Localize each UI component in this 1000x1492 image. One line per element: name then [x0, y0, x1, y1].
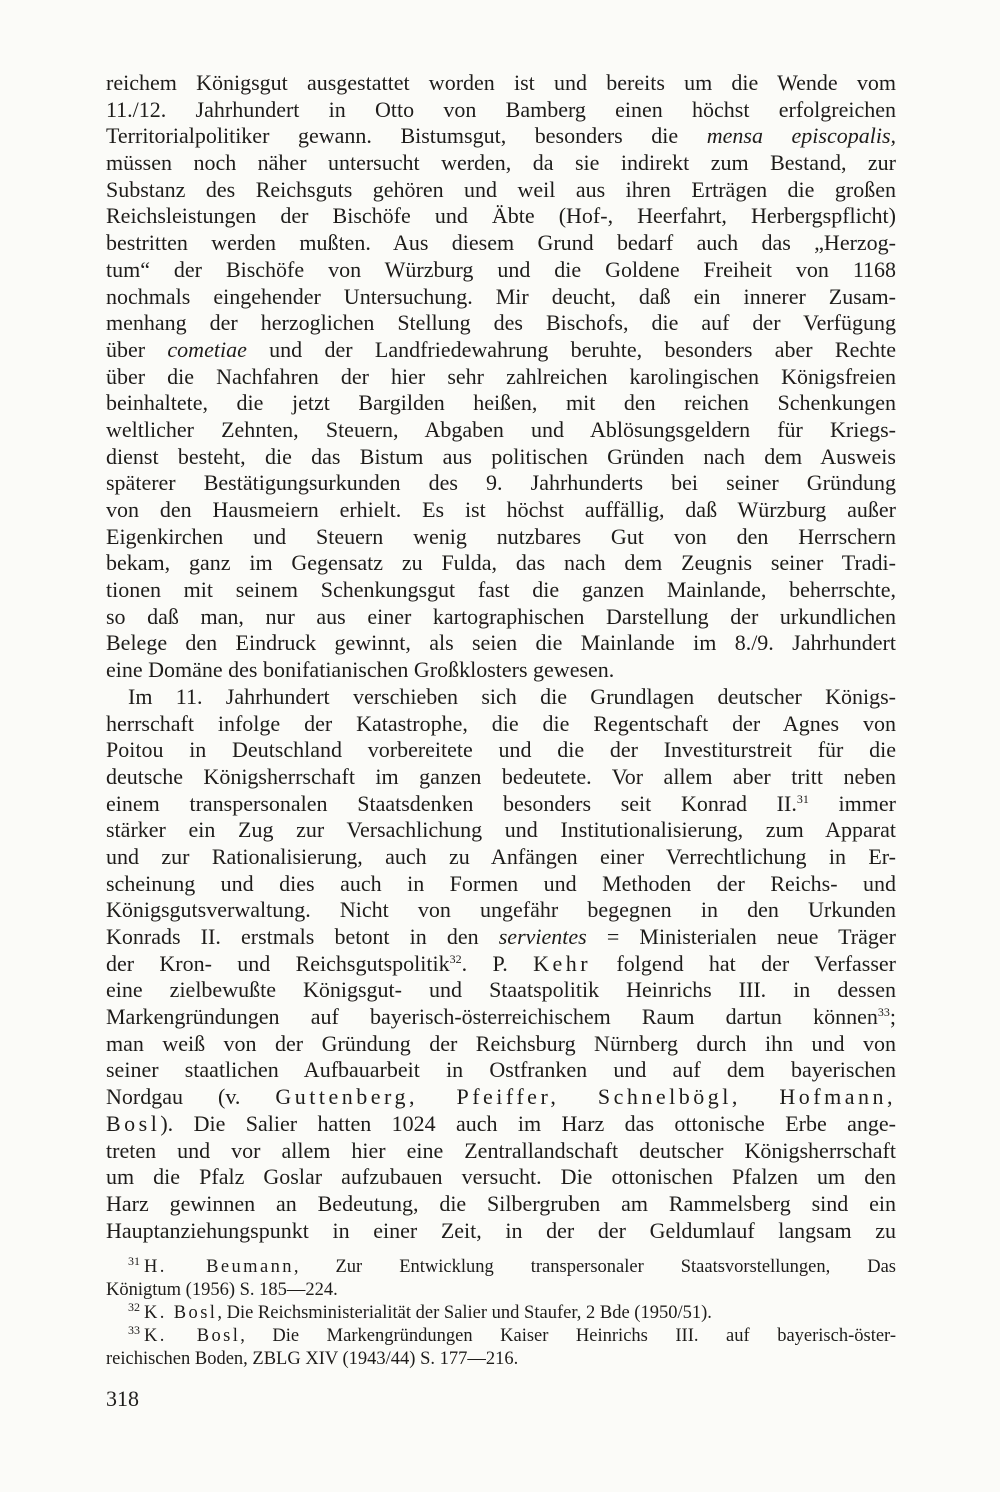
- footnote-line: reichischen Boden, ZBLG XIV (1943/44) S. 177—216.: [106, 1349, 519, 1369]
- text-line: einem transpersonalen Staatsdenken besonders seit Konrad II.$^{31}$ immer: [106, 790, 896, 816]
- text-line: man weiß von der Gründung der Reichsburg Nürnberg durch ihn und von: [106, 1030, 896, 1056]
- text-line: Eigenkirchen und Steuern wenig nutzbares Gut von den Herrschern: [106, 523, 896, 549]
- text-line: nochmals eingehender Untersuchung. Mir deucht, daß ein innerer Zusam-: [106, 283, 896, 309]
- text-line: eine zielbewußte Königsgut- und Staatspolitik Heinrichs III. in dessen: [106, 977, 896, 1003]
- text-line: Im 11. Jahrhundert verschieben sich die Grundlagen deutscher Königs-: [128, 683, 896, 709]
- paragraph-2: [106, 684, 896, 1244]
- text-line: stärker ein Zug zur Versachlichung und Institutionalisierung, zum Apparat: [106, 817, 896, 843]
- paragraph-1: [106, 70, 896, 684]
- spaced-name: Bosl: [106, 1110, 161, 1136]
- italic-term: servientes: [498, 924, 587, 949]
- italic-term: mensa episcopalis,: [706, 123, 896, 149]
- text-line: Harz gewinnen an Bedeutung, die Silbergruben am Rammelsberg sind ein: [106, 1190, 896, 1216]
- text-line: seiner staatlichen Aufbauarbeit in Ostfranken und auf dem bayerischen: [106, 1057, 896, 1083]
- text-line: herrschaft infolge der Katastrophe, die die Regentschaft der Agnes von: [106, 710, 896, 736]
- page-number: 318: [106, 1386, 139, 1411]
- text-line: tum“ der Bischöfe von Würzburg und die Goldene Freiheit von 1168: [106, 256, 896, 282]
- text-line: Substanz des Reichsguts gehören und weil aus ihren Erträgen die großen: [106, 176, 896, 202]
- text-line: um die Pfalz Goslar aufzubauen versucht. Die ottonischen Pfalzen um den: [106, 1164, 896, 1190]
- text-line: über die Nachfahren der hier sehr zahlreichen karolingischen Königsfreien: [106, 363, 896, 389]
- text-line: so daß man, nur aus einer kartographischen Darstellung der urkundlichen: [106, 603, 896, 629]
- footnote-author: K. Bosl: [144, 1303, 218, 1323]
- text-line: reichem Königsgut ausgestattet worden ist und bereits um die Wende vom: [106, 70, 896, 95]
- footnote-ref: 33: [877, 1005, 890, 1020]
- text-line: Bosl). Die Salier hatten 1024 auch im Harz das ottonische Erbe ange-: [106, 1110, 896, 1136]
- text-line: über cometiae und der Landfriedewahrung beruhte, besonders aber Rechte: [106, 336, 897, 362]
- text-line: scheinung und dies auch in Formen und Methoden der Reichs- und: [106, 870, 896, 896]
- text-line: und zur Rationalisierung, auch zu Anfängen einer Verrechtlichung in Er-: [106, 843, 896, 869]
- footnote-number: 31: [128, 1254, 140, 1268]
- text-line: von den Hausmeiern erhielt. Es ist höchst auffällig, daß Würzburg außer: [106, 497, 896, 522]
- text-line: müssen noch näher untersucht werden, da sie indirekt zum Bestand, zur: [106, 150, 896, 176]
- text-line: 11./12. Jahrhundert in Otto von Bamberg einen höchst erfolgreichen: [106, 96, 896, 122]
- text-line: Reichsleistungen der Bischöfe und Äbte (Hof-, Heerfahrt, Herbergspflicht): [106, 203, 896, 229]
- main-text: [106, 70, 896, 1244]
- spaced-name: Kehr: [533, 950, 592, 976]
- text-line: beinhaltete, die jetzt Bargilden heißen, mit den reichen Schenkungen: [106, 390, 896, 416]
- text-line: eine Domäne des bonifatianischen Großklosters gewesen.: [106, 657, 615, 683]
- text-line: Territorialpolitiker gewann. Bistumsgut, besonders die mensa episcopalis,: [106, 123, 896, 149]
- footnote-ref: 31: [796, 791, 809, 806]
- footnote-number: 32: [128, 1300, 140, 1314]
- footnote-line: $^{32}$ K. Bosl, Die Reichsministerialität der Salier und Staufer, 2 Bde (1950/51).: [128, 1300, 712, 1323]
- footnotes: [106, 1256, 896, 1371]
- text-line: Nordgau (v. Guttenberg, Pfeiffer, Schnelbögl, Hofmann,: [106, 1084, 896, 1110]
- footnote-line: $^{33}$ K. Bosl, Die Markengründungen Kaiser Heinrichs III. auf bayerisch-öster-: [128, 1323, 896, 1346]
- text-line: Hauptanziehungspunkt in einer Zeit, in der der Geldumlauf langsam zu: [106, 1217, 896, 1243]
- text-line: treten und vor allem hier eine Zentrallandschaft deutscher Königsherrschaft: [106, 1137, 896, 1163]
- footnote-author: K. Bosl: [144, 1326, 241, 1346]
- text-line: Poitou in Deutschland vorbereitete und die der Investiturstreit für die: [106, 737, 896, 763]
- footnote-ref: 32: [449, 951, 462, 966]
- footnote-number: 33: [128, 1323, 140, 1337]
- footnote-33: [106, 1325, 896, 1371]
- footnote-32: [106, 1302, 896, 1325]
- italic-term: cometiae: [167, 336, 247, 362]
- footnote-line: $^{31}$ H. Beumann, Zur Entwicklung transpersonaler Staatsvorstellungen, Das: [128, 1254, 897, 1277]
- footnote-31: [106, 1256, 896, 1302]
- footnote-author: H. Beumann: [144, 1257, 294, 1277]
- text-line: Konrads II. erstmals betont in den servientes = Ministerialen neue Träger: [106, 924, 896, 949]
- text-line: menhang der herzoglichen Stellung des Bischofs, die auf der Verfügung: [106, 310, 896, 336]
- text-line: der Kron- und Reichsgutspolitik$^{32}$. P. Kehr folgend hat der Verfasser: [106, 950, 896, 976]
- text-line: späterer Bestätigungsurkunden des 9. Jahrhunderts bei seiner Gründung: [106, 470, 896, 496]
- text-line: Königsgutsverwaltung. Nicht von ungefähr begegnen in den Urkunden: [106, 897, 896, 923]
- footnote-line: Königtum (1956) S. 185—224.: [106, 1280, 338, 1300]
- text-line: dienst besteht, die das Bistum aus politischen Gründen nach dem Ausweis: [106, 443, 896, 469]
- text-line: tionen mit seinem Schenkungsgut fast die ganzen Mainlande, beherrschte,: [106, 577, 896, 603]
- text-line: deutsche Königsherrschaft im ganzen bedeutete. Vor allem aber tritt neben: [106, 763, 896, 789]
- spaced-names: Guttenberg, Pfeiffer, Schnelbögl, Hofmann,: [275, 1084, 896, 1110]
- text-line: Markengründungen auf bayerisch-österreichischem Raum dartun können$^{33}$;: [106, 1004, 896, 1030]
- text-line: bestritten werden mußten. Aus diesem Grund bedarf auch das „Herzog-: [106, 230, 896, 256]
- text-line: weltlicher Zehnten, Steuern, Abgaben und Ablösungsgeldern für Kriegs-: [106, 416, 896, 442]
- text-line: Belege den Eindruck gewinnt, als seien die Mainlande im 8./9. Jahrhundert: [106, 630, 896, 656]
- text-line: bekam, ganz im Gegensatz zu Fulda, das nach dem Zeugnis seiner Tradi-: [106, 550, 896, 576]
